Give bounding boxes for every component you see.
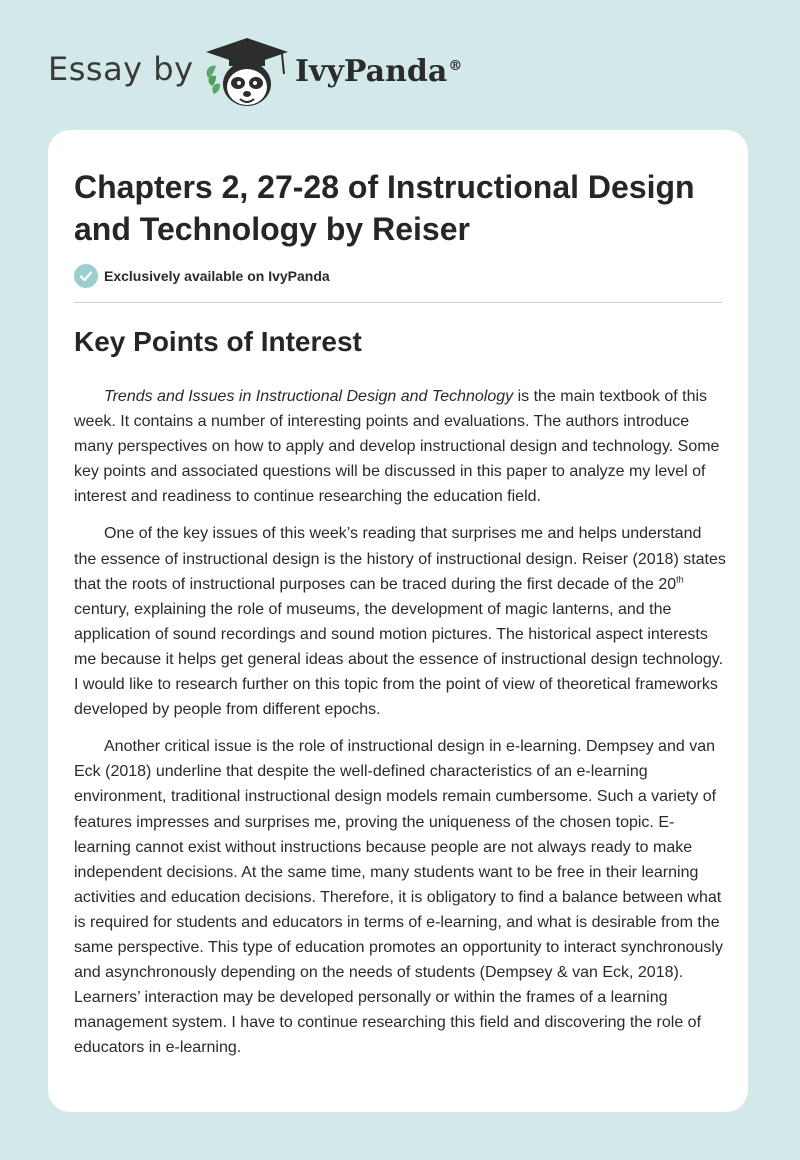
brand-name[interactable] bbox=[295, 54, 462, 89]
brand-name-text: IvyPanda bbox=[295, 54, 448, 89]
paragraph-2-text-a: One of the key issues of this week’s reading that surprises me and helps understand the essence of instructional design is the history of instructional design. Reiser (2018) states that the roots of instructional purposes can be traced during the first decade of the 20 bbox=[74, 525, 726, 593]
essay-body bbox=[74, 384, 726, 1072]
exclusive-badge bbox=[74, 264, 330, 288]
ordinal-suffix: th bbox=[676, 574, 684, 585]
paragraph-2 bbox=[74, 521, 726, 722]
page-title: Chapters 2, 27-28 of Instructional Design and Technology by Reiser bbox=[74, 169, 695, 247]
registered-mark: ® bbox=[448, 58, 463, 74]
paragraph-1-text: is the main textbook of this week. It contains a number of interesting points and evaluations. The authors introduce many perspectives on how to apply and develop instructional design and technology. Some key points and associated questions will be discussed in this paper to analyze my level of interest and readiness to continue researching the education field. bbox=[74, 388, 720, 506]
essay-card bbox=[48, 130, 748, 1112]
paragraph-1 bbox=[74, 384, 726, 509]
site-header bbox=[0, 0, 800, 130]
section-heading: Key Points of Interest bbox=[74, 326, 362, 357]
brand-prefix: Essay by bbox=[48, 50, 194, 88]
panda-graduate-logo-icon[interactable] bbox=[202, 36, 292, 110]
badge-text: Exclusively available on IvyPanda bbox=[104, 268, 330, 284]
check-icon bbox=[74, 264, 98, 288]
textbook-title: Trends and Issues in Instructional Design and Technology bbox=[104, 388, 514, 405]
paragraph-3: Another critical issue is the role of instructional design in e-learning. Dempsey and van Eck (2018) underline that despite the well-defined characteristics of an e-learning environment, traditional instructional design models remain cumbersome. Such a variety of features impresses and surprises me, proving the uniqueness of the chosen topic. E-learning cannot exist without instructions because people are not always ready to make independent decisions. At the same time, many students want to be free in their learning activities and education decisions. Therefore, it is obligatory to find a balance between what is required for students and educators in terms of e-learning, and what is desirable from the same perspective. This type of education promotes an opportunity to interact synchronously and asynchronously depending on the needs of students (Dempsey & van Eck, 2018). Learners’ interaction may be developed personally or within the frames of a learning management system. I have to continue researching this field and discovering the role of educators in e-learning. bbox=[74, 738, 723, 1057]
paragraph-2-text-b: century, explaining the role of museums, the development of magic lanterns, and the application of sound recordings and sound motion pictures. The historical aspect interests me because it helps get general ideas about the essence of instructional design technology. I would like to research further on this topic from the point of view of theoretical frameworks developed by people from different epochs. bbox=[74, 600, 724, 719]
divider bbox=[74, 302, 722, 303]
